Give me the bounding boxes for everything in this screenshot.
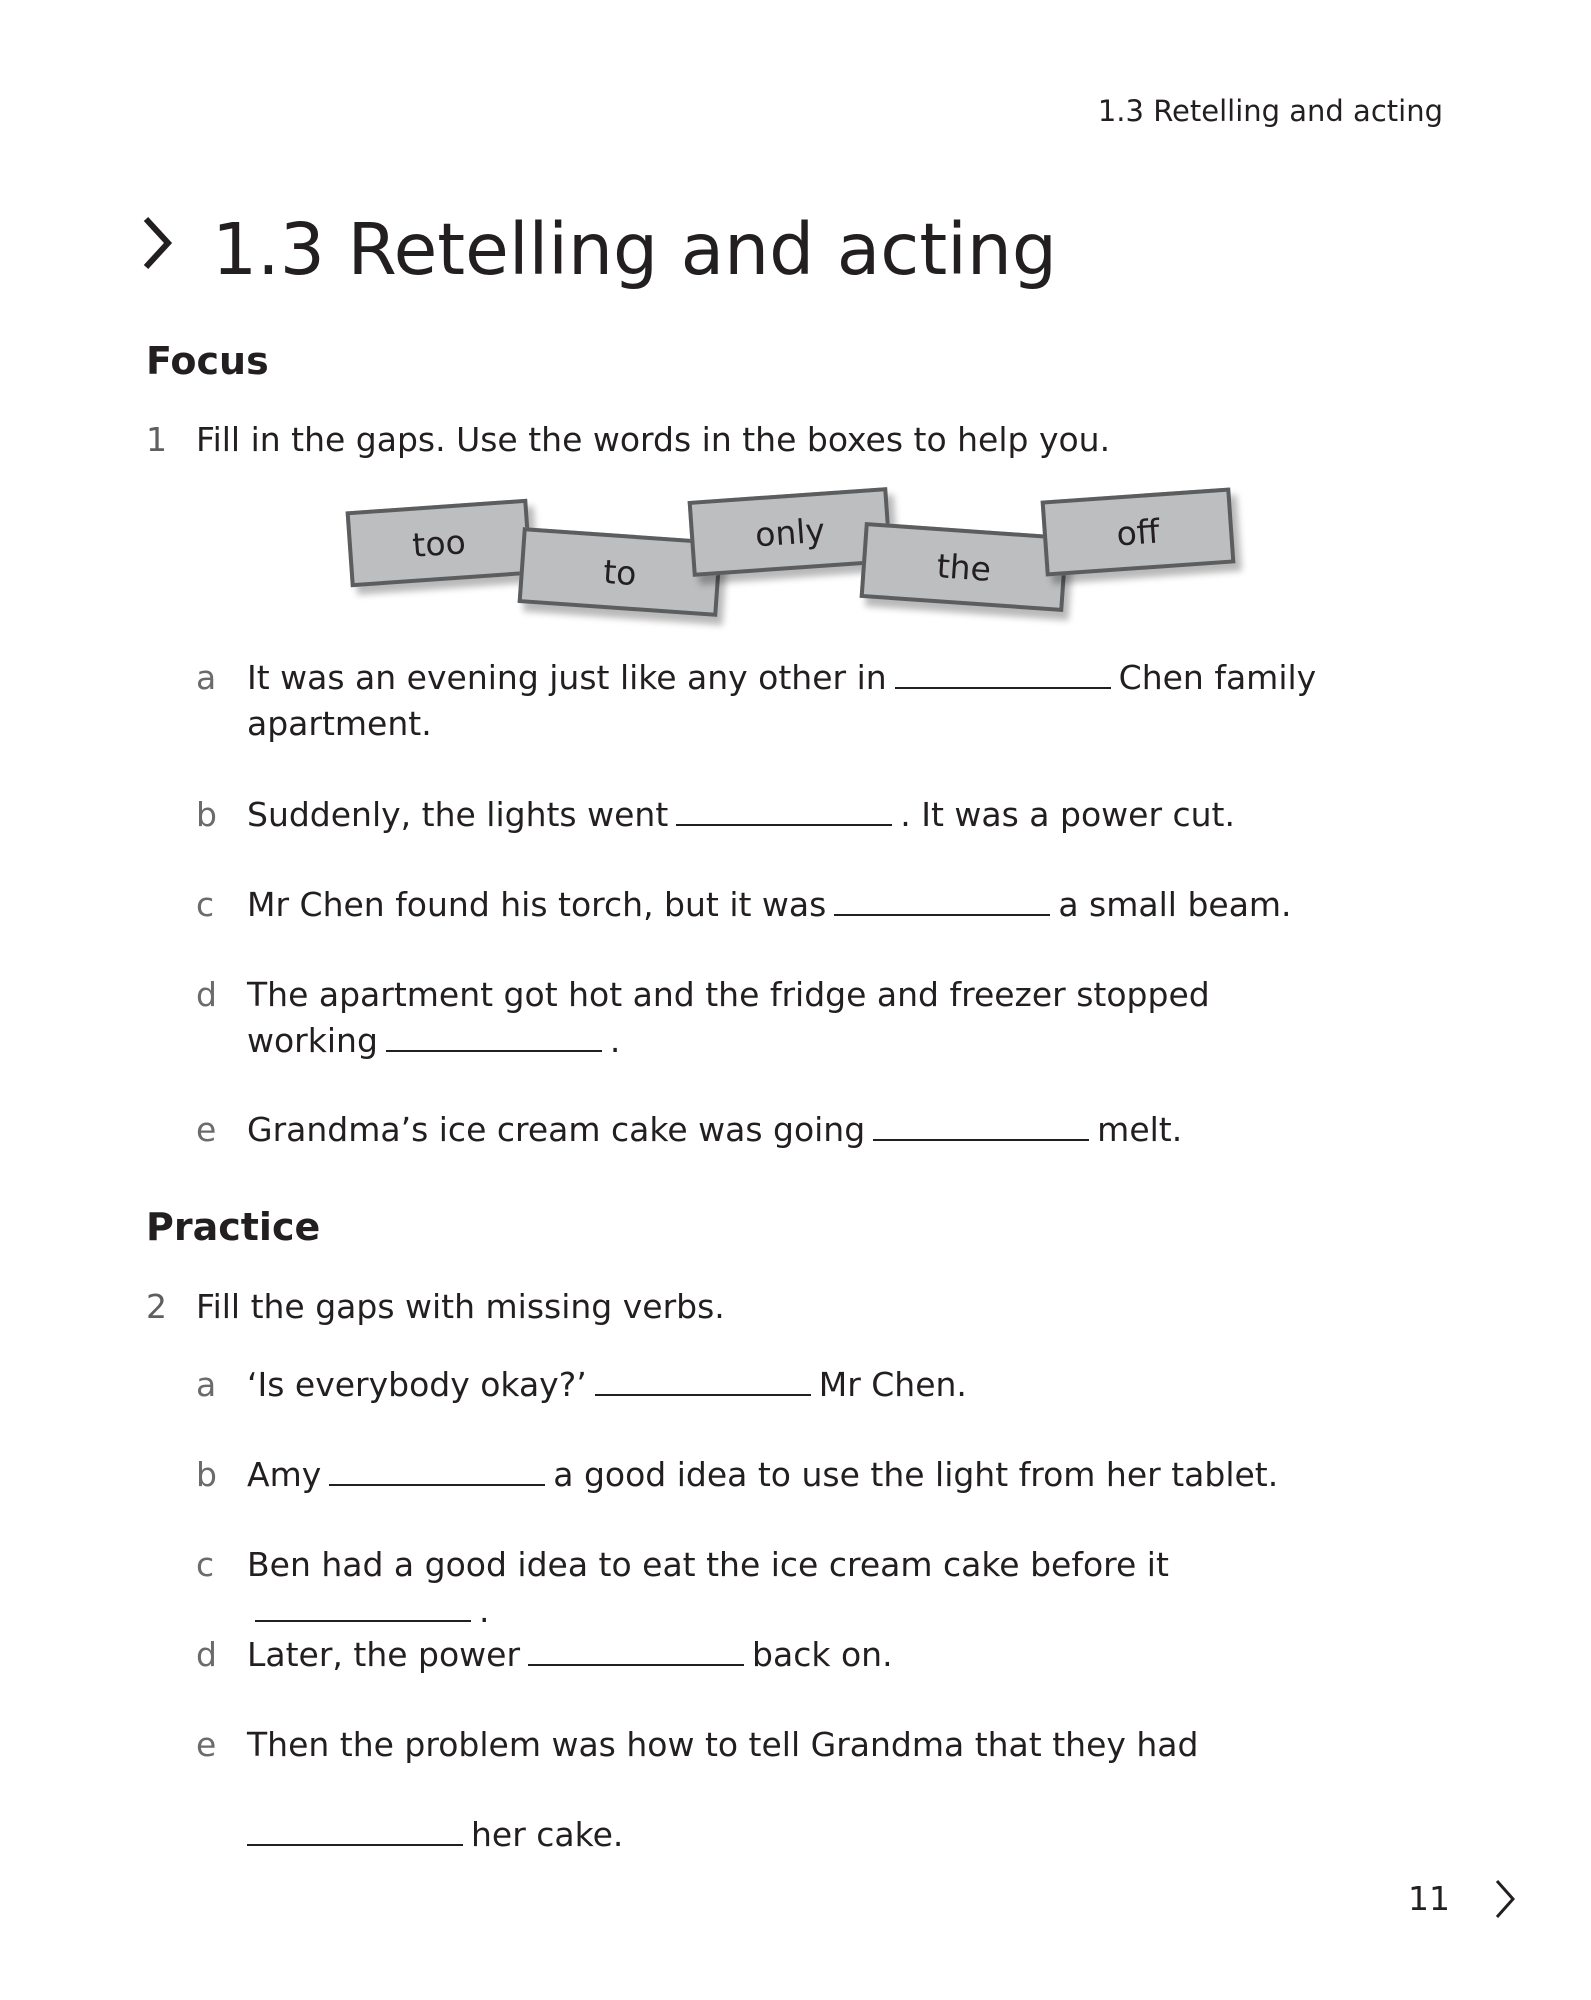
item-text-before: Then the problem was how to tell Grandma that they had <box>247 1725 1199 1764</box>
item-text-before: It was an evening just like any other in <box>247 658 887 697</box>
item-text-after: . <box>479 1591 490 1630</box>
item-text-before: Grandma’s ice cream cake was going <box>247 1110 866 1149</box>
item-text-after: . <box>609 1021 621 1060</box>
chevron-right-icon[interactable] <box>1494 1878 1516 1920</box>
item-text-after: a small beam. <box>1058 885 1292 924</box>
item-letter: d <box>196 975 217 1014</box>
item-letter: b <box>196 1455 217 1494</box>
word-box: too <box>346 499 533 588</box>
item-text-after: . It was a power cut. <box>900 795 1235 834</box>
item-text-after: back on. <box>752 1635 893 1674</box>
word-box: the <box>860 522 1069 612</box>
page-title: 1.3 Retelling and acting <box>212 208 1057 291</box>
running-head: 1.3 Retelling and acting <box>1097 94 1443 128</box>
practice-heading: Practice <box>146 1205 321 1249</box>
focus-heading: Focus <box>146 339 269 383</box>
answer-blank[interactable] <box>895 687 1111 689</box>
item-letter: e <box>196 1725 217 1764</box>
word-box: to <box>518 527 723 617</box>
answer-blank[interactable] <box>247 1844 463 1846</box>
answer-blank[interactable] <box>873 1139 1089 1141</box>
item-text-before: Ben had a good idea to eat the ice cream cake before it <box>247 1545 1169 1584</box>
answer-blank[interactable] <box>834 914 1050 916</box>
question-text: Fill in the gaps. Use the words in the boxes to help you. <box>196 420 1111 459</box>
item-letter: c <box>196 885 215 924</box>
item-letter: a <box>196 658 217 697</box>
answer-blank[interactable] <box>329 1484 545 1486</box>
item-letter: e <box>196 1110 217 1149</box>
answer-blank[interactable] <box>676 824 892 826</box>
item-letter: d <box>196 1635 217 1674</box>
item-text-before: Mr Chen found his torch, but it was <box>247 885 827 924</box>
question-number: 2 <box>146 1287 167 1326</box>
item-text-after: Mr Chen. <box>818 1365 967 1404</box>
item-text-before: The apartment got hot and the fridge and freezer stopped working <box>247 975 1210 1060</box>
answer-blank[interactable] <box>255 1620 471 1622</box>
item-text-after: Chen family apartment. <box>247 658 1317 743</box>
item-text-before: Later, the power <box>247 1635 521 1674</box>
word-box: only <box>688 487 893 577</box>
answer-blank[interactable] <box>528 1664 744 1666</box>
answer-blank[interactable] <box>595 1394 811 1396</box>
question-text: Fill the gaps with missing verbs. <box>196 1287 725 1326</box>
item-text-before: Amy <box>247 1455 322 1494</box>
item-text-after: a good idea to use the light from her tablet. <box>553 1455 1279 1494</box>
word-box: off <box>1041 487 1236 576</box>
answer-blank[interactable] <box>386 1050 602 1052</box>
page-number: 11 <box>1408 1879 1450 1918</box>
item-text-before: ‘Is everybody okay?’ <box>247 1365 587 1404</box>
item-text-after: her cake. <box>471 1815 624 1854</box>
chevron-right-icon <box>140 215 174 271</box>
item-letter: c <box>196 1545 215 1584</box>
item-letter: b <box>196 795 217 834</box>
question-number: 1 <box>146 420 167 459</box>
item-text-before: Suddenly, the lights went <box>247 795 669 834</box>
item-letter: a <box>196 1365 217 1404</box>
item-text-after: melt. <box>1097 1110 1183 1149</box>
